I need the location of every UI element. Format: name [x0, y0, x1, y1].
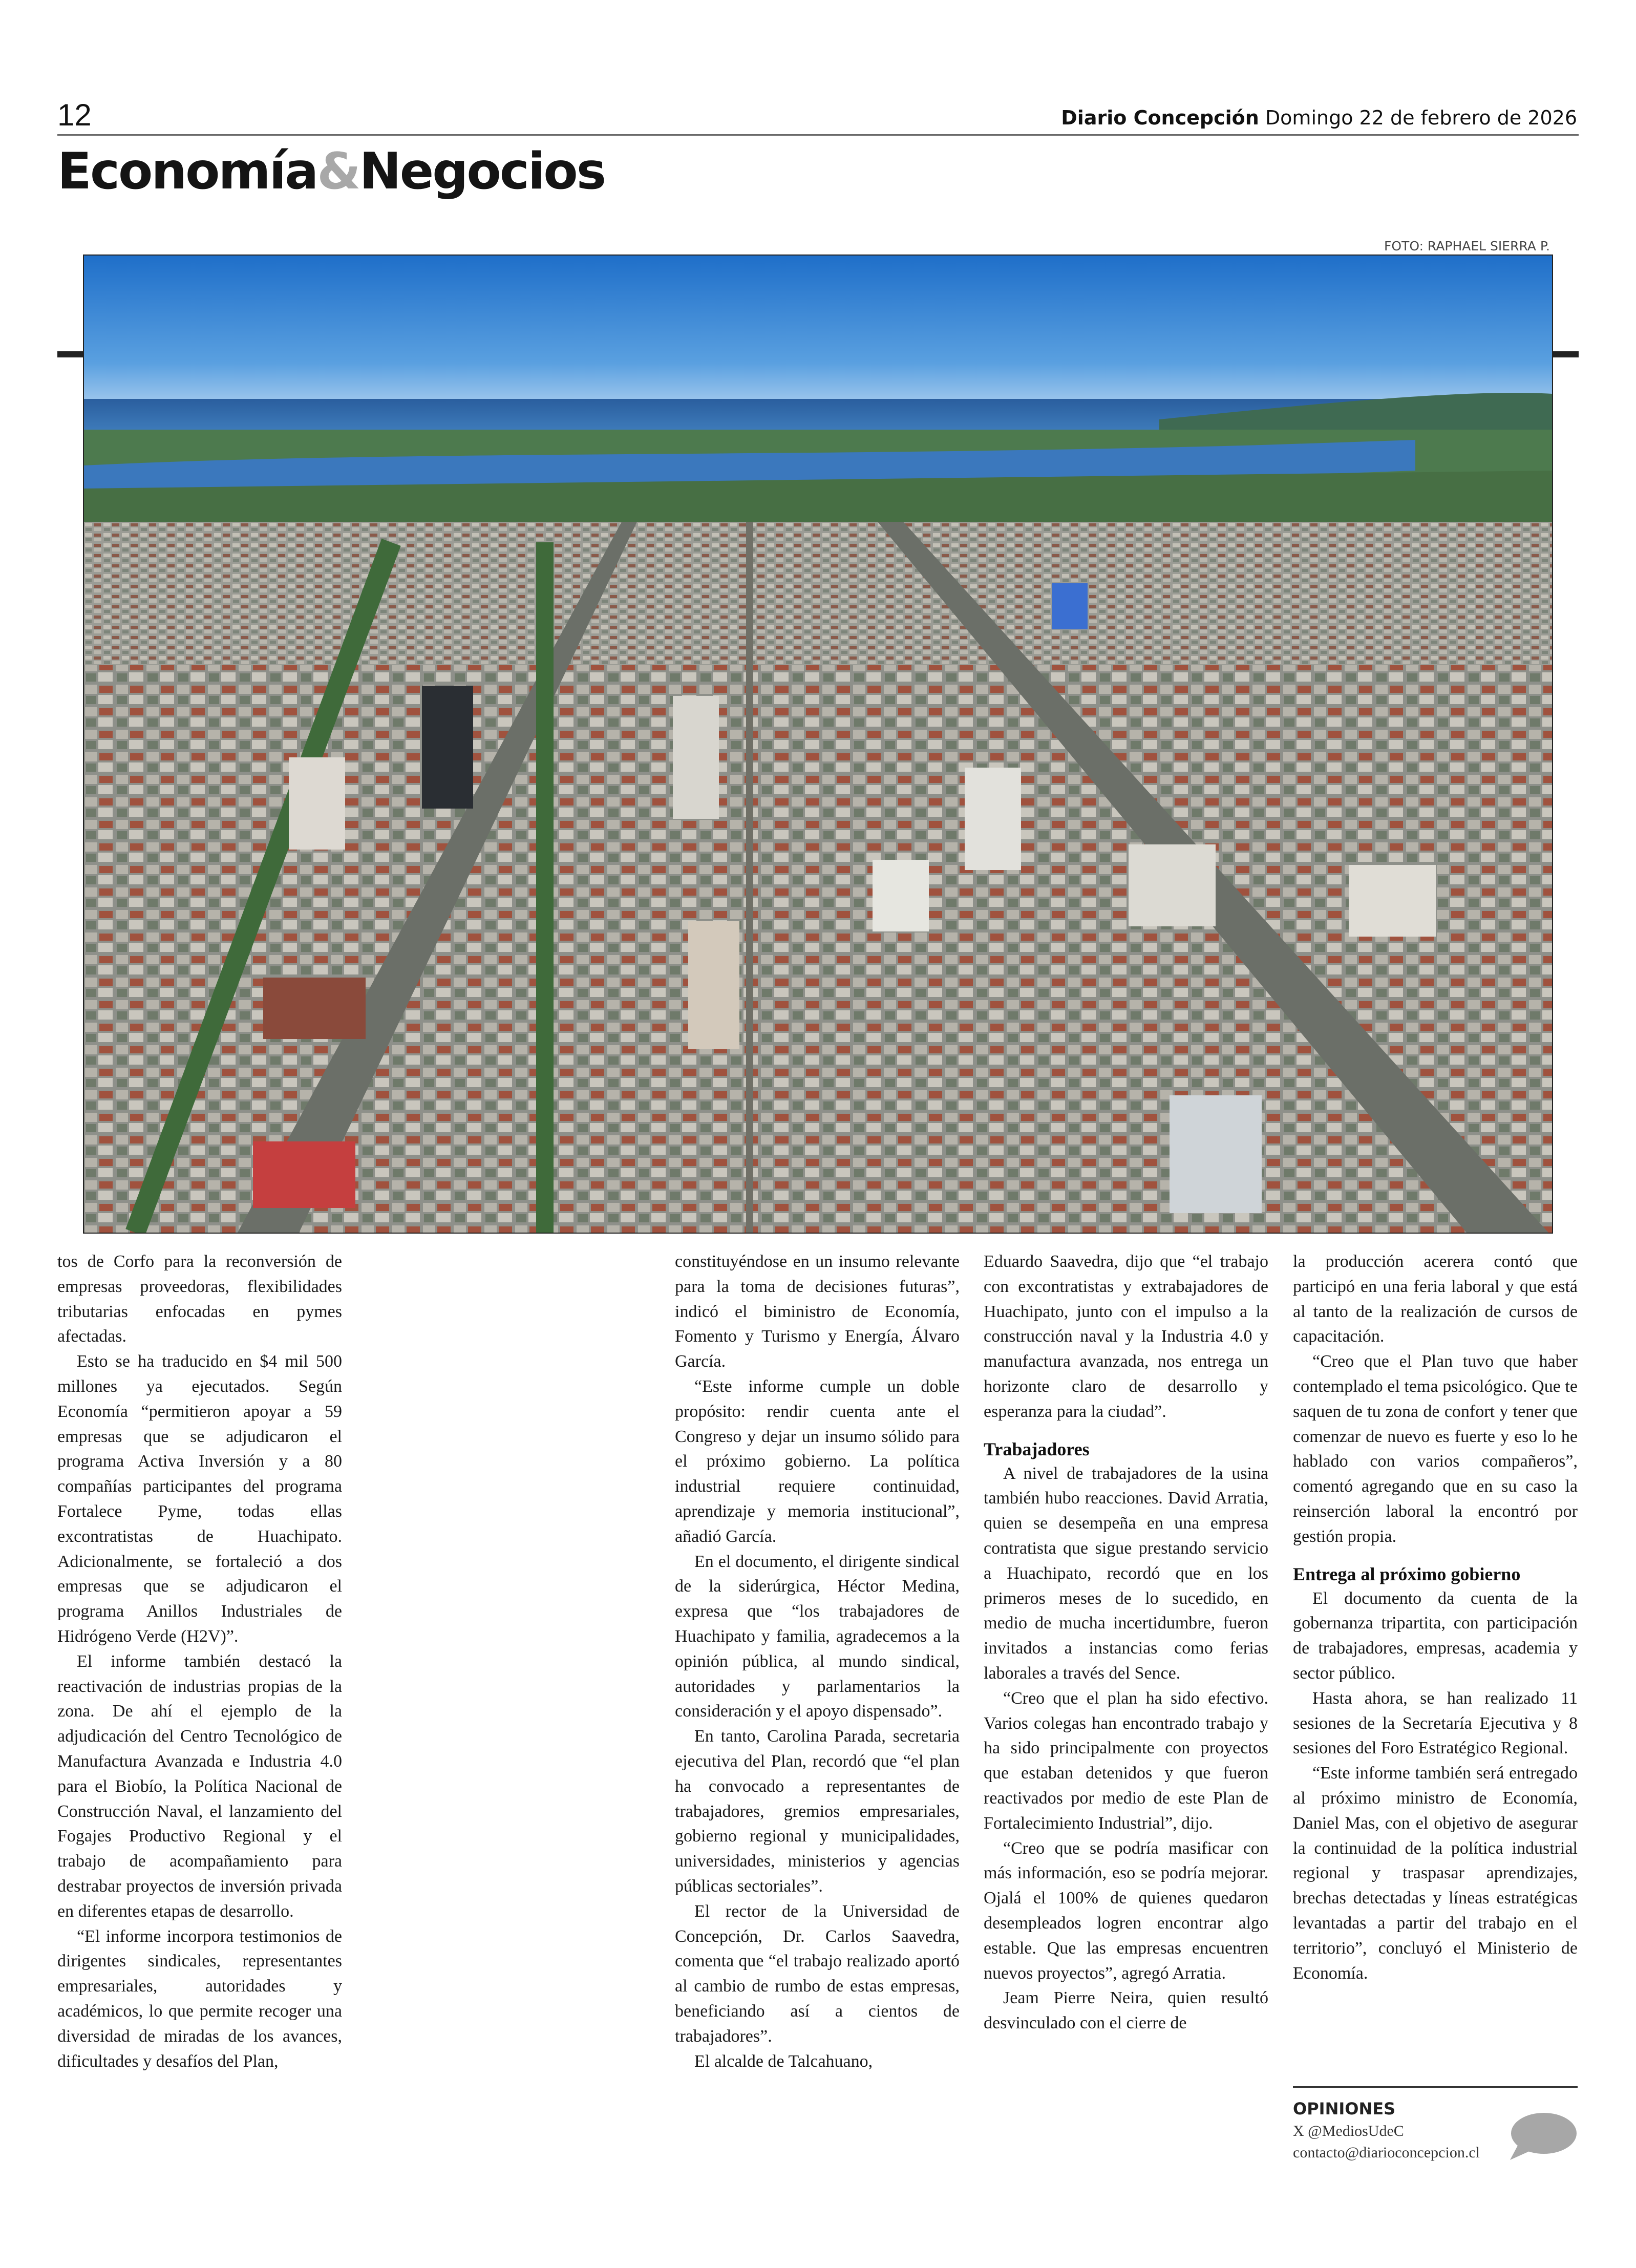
aerial-city-illustration [84, 256, 1552, 1233]
paragraph: El alcalde de Talcahuano, [694, 2051, 873, 2071]
paragraph: “El informe incorpora testimonios de dirigentes sindicales, representantes empresariales, autoridades y académicos, lo que permite recoger una diversidad de miradas de los avances, dificultades y desafíos del Plan, [57, 1926, 342, 2071]
paragraph: El informe también destacó la reactivación de industrias propias de la zona. De ahí el ejemplo de la adjudicación del Centro Tecnológico de Manufactura Avanzada e Industria 4.0 para el Biobío, la Política Nacional de Construcción Naval, el lanzamiento del Fogajes Productivo Regional y el trabajo de acompañamiento para destrabar proyectos de inversión privada en diferentes etapas de desarrollo. [57, 1651, 342, 1921]
paragraph: Esto se ha traducido en $4 mil 500 millones ya ejecutados. Según Economía “permitieron apoyar a 59 empresas que se adjudicaron el programa Activa Inversión y a 80 compañías participantes del programa Fortalece Pyme, todas ellas excontratistas de Huachipato. Adicionalmente, se fortaleció a dos empresas que se adjudicaron el programa Anillos Industriales de Hidrógeno Verde (H2V)”. [57, 1352, 342, 1646]
subheading-trabajadores: Trabajadores [984, 1438, 1090, 1459]
section-title-ampersand: & [317, 142, 359, 201]
paragraph: En el documento, el dirigente sindical de la siderúrgica, Héctor Medina, expresa que “los trabajadores de Huachipato y familia, agradecemos a la opinión pública, al mundo sindical, autoridades y parlamentarios la consideración y el apoyo dispensado”. [675, 1552, 960, 1721]
paragraph: Eduardo Saavedra, dijo que “el trabajo con excontratistas y extrabajadores de Huachipato, junto con el impulso a la construcción naval y la Industria 4.0 y manufactura avanzada, nos entrega un horizonte claro de desarrollo y esperanza para la ciudad”. [984, 1252, 1268, 1421]
section-title-part2: Negocios [359, 142, 605, 201]
paragraph: “Creo que se podría masificar con más información, eso se podría mejorar. Ojalá el 100% de quienes quedaron desempleados logren encontrar algo estable. Que las empresas encuentren nuevos proyectos”, agregó Arratia. [984, 1838, 1268, 1983]
paragraph: “Creo que el plan ha sido efectivo. Varios colegas han encontrado trabajo y ha sido principalmente con proyectos que estaban detenidos y que fueron reactivados por medio de este Plan de Fortalecimiento Industrial”, dijo. [984, 1688, 1268, 1833]
subheading-entrega: Entrega al próximo gobierno [1293, 1563, 1521, 1584]
paragraph: El documento da cuenta de la gobernanza tripartita, con participación de trabajadores, empresas, academia y sector público. [1293, 1588, 1578, 1683]
paragraph: Hasta ahora, se han realizado 11 sesiones de la Secretaría Ejecutiva y 8 sesiones del Foro Estratégico Regional. [1293, 1688, 1578, 1758]
opinion-social-handle[interactable]: X @MediosUdeC [1293, 2123, 1404, 2139]
masthead-date-line [1061, 107, 1577, 129]
article-column-1 [57, 1249, 342, 2074]
paragraph: “Este informe también será entregado al próximo ministro de Economía, Daniel Mas, con el objetivo de asegurar la continuidad de la política industrial regional y traspasar aprendizajes, brechas detectadas y líneas estratégicas levantadas a partir del trabajo en el territorio”, concluyó el Ministerio de Economía. [1293, 1764, 1578, 1983]
article-column-4 [1293, 1249, 1578, 1986]
page-number: 12 [57, 98, 92, 132]
opinion-box-title: OPINIONES [1293, 2099, 1396, 2118]
opinion-email[interactable]: contacto@diarioconcepcion.cl [1293, 2144, 1480, 2161]
article-column-3 [984, 1249, 1268, 2036]
newspaper-name: Diario Concepción [1061, 107, 1259, 129]
opinion-box [1293, 2086, 1578, 2165]
speech-bubble-icon [1507, 2111, 1578, 2162]
paragraph: El rector de la Universidad de Concepción, Dr. Carlos Saavedra, comenta que “el trabajo realizado aportó al cambio de rumbo de estas empresas, beneficiando así a cientos de trabajadores”. [675, 1901, 960, 2046]
paragraph: “Creo que el Plan tuvo que haber contemplado el tema psicológico. Que te saquen de tu zona de confort y tener que comenzar de nuevo es fuerte y eso lo he hablado con varios compañeros”, comentó agregando que en su caso la reinserción laboral la encontró por gestión propia. [1293, 1352, 1578, 1546]
issue-date: Domingo 22 de febrero de 2026 [1265, 107, 1577, 129]
header-rule [57, 134, 1579, 136]
paragraph: constituyéndose en un insumo relevante para la toma de decisiones futuras”, indicó el biministro de Economía, Fomento y Turismo y Energía, Álvaro García. [675, 1252, 960, 1371]
paragraph: Jeam Pierre Neira, quien resultó desvinculado con el cierre de [984, 1988, 1268, 2033]
paragraph: A nivel de trabajadores de la usina también hubo reacciones. David Arratia, quien se desempeña en una empresa contratista que sigue prestando servicio a Huachipato, recordó que en los primeros meses de lo sucedido, en medio de mucha incertidumbre, fueron invitados a instancias como ferias laborales a través del Sence. [984, 1464, 1268, 1683]
section-title-part1: Economía [57, 142, 317, 201]
paragraph: tos de Corfo para la reconversión de empresas proveedoras, flexibilidades tributarias enfocadas en pymes afectadas. [57, 1252, 342, 1346]
paragraph: “Este informe cumple un doble propósito: rendir cuenta ante el Congreso y dejar un insumo sólido para el próximo gobierno. La política industrial requiere continuidad, aprendizaje y memoria institucional”, añadió García. [675, 1376, 960, 1546]
article-column-2 [675, 1249, 960, 2074]
section-title [57, 142, 605, 201]
photo-credit: FOTO: RAPHAEL SIERRA P. [1384, 239, 1550, 253]
paragraph: la producción acerera contó que participó en una feria laboral y que está al tanto de la realización de cursos de capacitación. [1293, 1252, 1578, 1346]
aerial-city-photo [83, 255, 1553, 1234]
paragraph: En tanto, Carolina Parada, secretaria ejecutiva del Plan, recordó que “el plan ha convocado a representantes de trabajadores, gremios empresariales, gobierno regional y municipalidades, universidades, ministerios y agencias públicas sectoriales”. [675, 1727, 960, 1896]
